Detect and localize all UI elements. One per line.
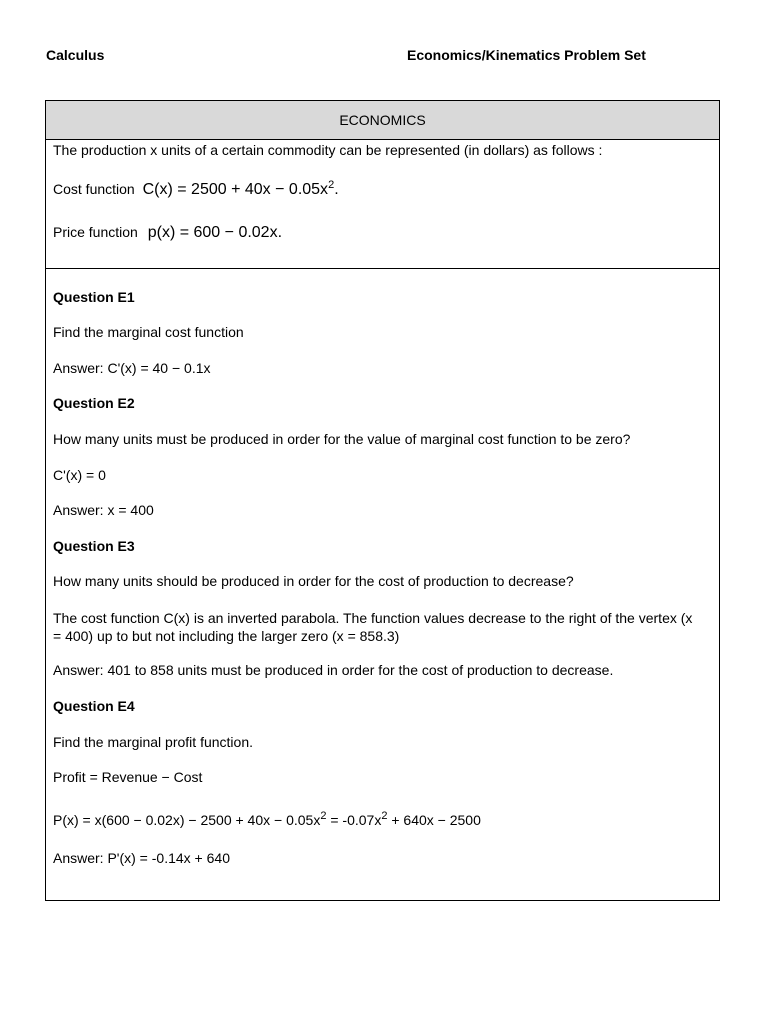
question-e4-answer: Answer: P'(x) = -0.14x + 640 [53, 850, 230, 866]
price-function-line [53, 224, 282, 242]
cost-function-label: Cost function [53, 181, 135, 197]
question-e3-prompt: How many units should be produced in order for the cost of production to decrease? [53, 573, 574, 589]
question-e2-answer: Answer: x = 400 [53, 502, 154, 518]
question-e1-title: Question E1 [53, 289, 135, 305]
question-e4-title: Question E4 [53, 698, 135, 714]
questions-cell [46, 269, 719, 901]
cost-function-line [53, 181, 339, 199]
question-e3-title: Question E3 [53, 538, 135, 554]
question-e2-prompt: How many units must be produced in order for the value of marginal cost function to be zero? [53, 431, 631, 447]
question-e3-explanation: The cost function C(x) is an inverted parabola. The function values decrease to the right of the vertex (x = 400) up to but not including the larger zero (x = 858.3) [53, 610, 693, 644]
question-e4-prompt: Find the marginal profit function. [53, 734, 253, 750]
question-e1-prompt: Find the marginal cost function [53, 324, 244, 340]
section-title: ECONOMICS [46, 101, 719, 140]
intro-cell [46, 140, 719, 269]
price-function-label: Price function [53, 224, 138, 240]
question-e3-answer: Answer: 401 to 858 units must be produced in order for the cost of production to decrease. [53, 662, 614, 678]
price-function-expression: p(x) = 600 − 0.02x. [147, 224, 283, 241]
question-e4-step2: $P(x) = x(600 - 0.02x) - 2500 + 40x - 0.05x^2 = -0.07x^2 + 640x - 2500$ [53, 810, 481, 828]
course-title: Calculus [46, 47, 105, 63]
intro-statement: The production x units of a certain commodity can be represented (in dollars) as follows : [53, 142, 603, 158]
question-e2-step: C'(x) = 0 [53, 467, 106, 483]
question-e4-step1: Profit = Revenue − Cost [53, 769, 203, 785]
question-e1-answer: Answer: C'(x) = 40 − 0.1x [53, 360, 211, 376]
problem-table [45, 100, 720, 901]
cost-function-expression: $C(x) = 2500 + 40x - 0.05x^2$. [142, 179, 339, 198]
problem-set-title: Economics/Kinematics Problem Set [407, 47, 646, 63]
question-e2-title: Question E2 [53, 395, 135, 411]
